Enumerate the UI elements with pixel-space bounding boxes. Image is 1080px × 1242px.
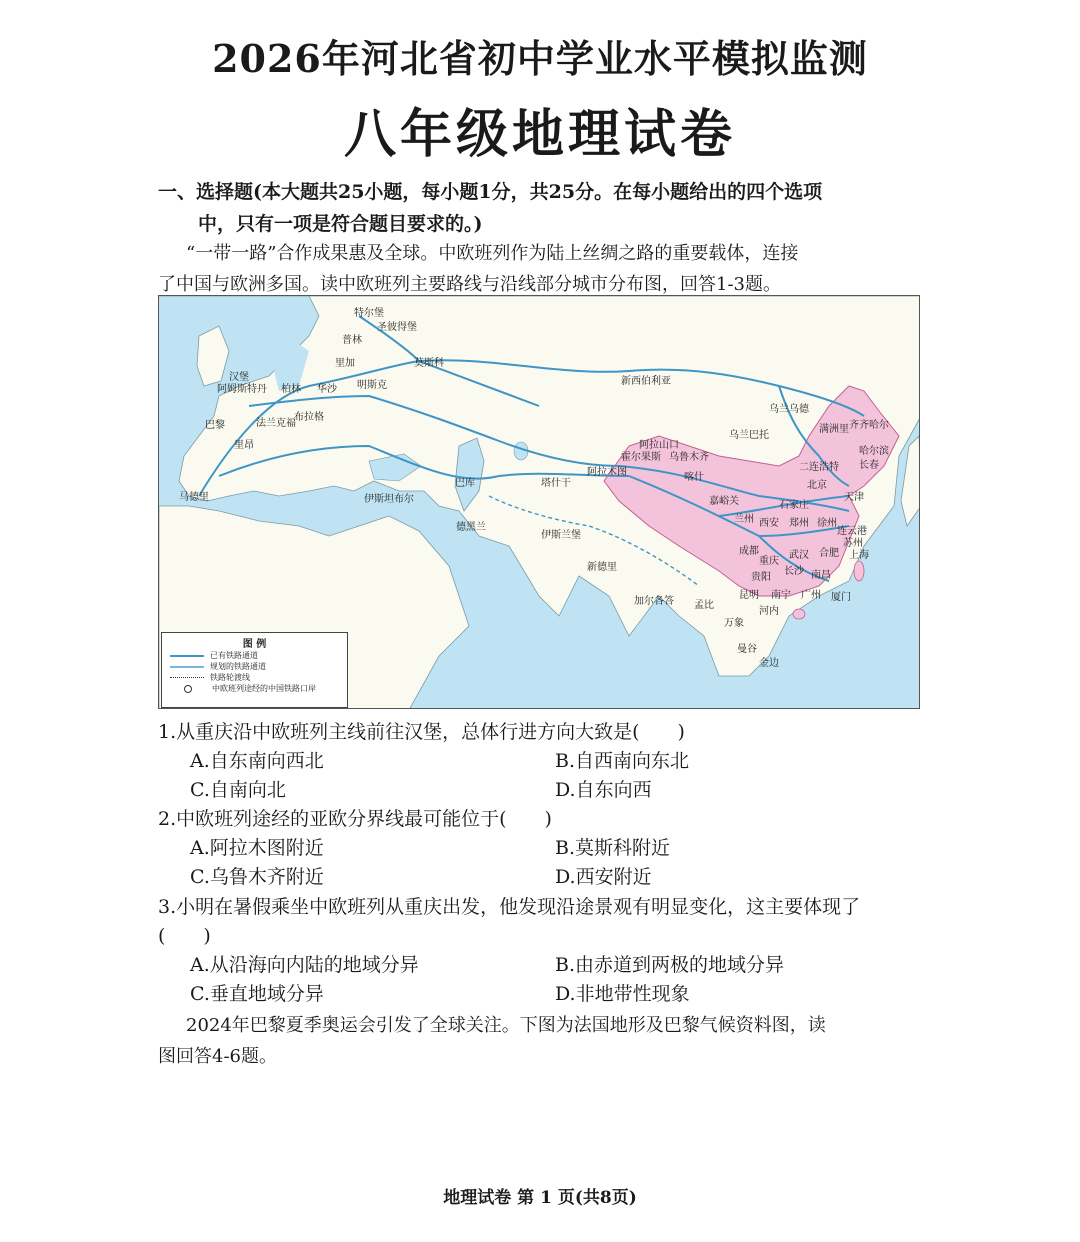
legend-swatch-existing xyxy=(170,655,204,657)
question-2-stem: 2.中欧班列途经的亚欧分界线最可能位于( ) xyxy=(158,808,552,830)
city-label: 汉堡 xyxy=(229,372,249,383)
section-heading xyxy=(158,176,918,240)
question-3-option-a: A.从沿海向内陆的地域分异 xyxy=(190,954,419,976)
city-label: 金边 xyxy=(759,658,779,669)
city-label: 北京 xyxy=(807,480,827,491)
question-3-stem: 3.小明在暑假乘坐中欧班列从重庆出发，他发现沿途景观有明显变化，这主要体现了 xyxy=(158,896,861,918)
city-label: 石家庄 xyxy=(779,500,809,511)
legend-label: 规划的铁路通道 xyxy=(210,662,266,671)
city-label: 莫斯科 xyxy=(414,358,444,369)
city-label: 圣彼得堡 xyxy=(377,322,417,333)
question-2-option-c: C.乌鲁木齐附近 xyxy=(190,866,324,888)
city-label: 连云港 xyxy=(837,526,867,537)
city-label: 乌鲁木齐 xyxy=(669,452,709,463)
passage-paris-line2: 图回答4-6题。 xyxy=(158,1046,277,1067)
city-label: 乌兰乌德 xyxy=(769,404,809,415)
question-1-option-a: A.自东南向西北 xyxy=(190,750,324,772)
map-legend xyxy=(161,632,348,708)
city-label: 明斯克 xyxy=(357,380,387,391)
city-label: 成都 xyxy=(739,546,759,557)
city-label: 喀什 xyxy=(684,472,704,483)
city-label: 西安 xyxy=(759,518,779,529)
city-label: 南宁 xyxy=(771,590,791,601)
hainan-island xyxy=(793,609,805,619)
city-label: 阿拉木图 xyxy=(587,467,627,478)
legend-item xyxy=(162,650,347,661)
city-label: 霍尔果斯 xyxy=(621,452,661,463)
question-3-option-d: D.非地带性现象 xyxy=(555,983,690,1005)
legend-swatch-planned xyxy=(170,666,204,668)
city-label: 贵阳 xyxy=(751,572,771,583)
city-label: 普林 xyxy=(342,335,362,346)
city-label: 兰州 xyxy=(734,514,754,525)
city-label: 武汉 xyxy=(789,550,809,561)
passage-intro-line2: 了中国与欧洲多国。读中欧班列主要路线与沿线部分城市分布图，回答1-3题。 xyxy=(158,274,781,295)
city-label: 里加 xyxy=(335,358,355,369)
city-label: 合肥 xyxy=(819,548,839,559)
city-label: 柏林 xyxy=(281,384,301,395)
city-label: 郑州 xyxy=(789,518,809,529)
city-label: 法兰克福 xyxy=(256,418,296,429)
city-label: 德黑兰 xyxy=(456,522,486,533)
city-label: 马德里 xyxy=(179,492,209,503)
city-label: 华沙 xyxy=(317,384,337,395)
city-label: 河内 xyxy=(759,606,779,617)
page-footer: 地理试卷 第 1 页(共8页) xyxy=(443,1188,637,1208)
city-label: 新德里 xyxy=(587,562,617,573)
section-heading-line2: 中，只有一项是符合题目要求的。) xyxy=(198,213,483,235)
city-label: 哈尔滨 xyxy=(859,446,889,457)
city-label: 上海 xyxy=(849,550,869,561)
city-label: 嘉峪关 xyxy=(709,496,739,507)
legend-item xyxy=(162,672,347,683)
city-label: 塔什干 xyxy=(541,478,571,489)
city-label: 南昌 xyxy=(811,570,831,581)
city-label: 长沙 xyxy=(784,566,804,577)
city-label: 布拉格 xyxy=(294,412,324,423)
city-label: 新西伯利亚 xyxy=(621,376,671,387)
city-label: 徐州 xyxy=(817,518,837,529)
city-label: 满洲里 xyxy=(819,424,849,435)
city-label: 伊斯坦布尔 xyxy=(364,494,414,505)
question-3-stem-cont: ( ) xyxy=(158,925,211,947)
japan-islands xyxy=(901,436,920,526)
legend-label: 已有铁路通道 xyxy=(210,651,258,660)
question-1-option-d: D.自东向西 xyxy=(555,779,652,801)
city-label: 孟比 xyxy=(694,600,714,611)
legend-label: 铁路轮渡线 xyxy=(210,673,250,682)
legend-title: 图 例 xyxy=(242,639,267,650)
passage-intro xyxy=(158,238,918,300)
city-label: 万象 xyxy=(724,618,744,629)
legend-item xyxy=(162,661,347,672)
city-label: 广州 xyxy=(801,590,821,601)
city-label: 阿拉山口 xyxy=(639,440,679,451)
railway-map xyxy=(158,295,920,709)
passage-paris-line1: 2024年巴黎夏季奥运会引发了全球关注。下图为法国地形及巴黎气候资料图，读 xyxy=(186,1015,826,1036)
exam-title: 2026年河北省初中学业水平模拟监测 xyxy=(212,36,868,81)
city-label: 曼谷 xyxy=(737,644,757,655)
city-label: 长春 xyxy=(859,460,879,471)
question-2-option-d: D.西安附近 xyxy=(555,866,652,888)
exam-subtitle: 八年级地理试卷 xyxy=(343,104,736,165)
city-label: 伊斯兰堡 xyxy=(541,530,581,541)
city-label: 二连浩特 xyxy=(799,462,839,473)
city-label: 特尔堡 xyxy=(354,308,384,319)
city-label: 巴库 xyxy=(455,478,475,489)
city-label: 里昂 xyxy=(234,440,254,451)
legend-item xyxy=(162,683,347,694)
city-label: 厦门 xyxy=(831,592,851,603)
question-2-option-b: B.莫斯科附近 xyxy=(555,837,671,859)
city-label: 天津 xyxy=(844,492,864,503)
british-isles xyxy=(197,326,229,386)
city-label: 齐齐哈尔 xyxy=(849,420,889,431)
city-label: 加尔各答 xyxy=(634,596,674,607)
city-label: 重庆 xyxy=(759,556,779,567)
legend-label: 中欧班列途经的中国铁路口岸 xyxy=(212,684,316,693)
question-3-option-c: C.垂直地域分异 xyxy=(190,983,324,1005)
city-label: 阿姆斯特丹 xyxy=(217,384,267,395)
legend-swatch-port xyxy=(184,685,192,693)
city-label: 苏州 xyxy=(843,538,863,549)
city-label: 巴黎 xyxy=(205,420,225,431)
legend-swatch-ferry xyxy=(170,677,204,678)
question-1-option-b: B.自西南向东北 xyxy=(555,750,690,772)
taiwan-island xyxy=(854,561,864,581)
question-1-option-c: C.自南向北 xyxy=(190,779,286,801)
section-heading-line1: 一、选择题(本大题共25小题，每小题1分，共25分。在每小题给出的四个选项 xyxy=(158,181,823,203)
passage-paris xyxy=(158,1010,918,1072)
city-label: 昆明 xyxy=(739,590,759,601)
question-1-stem: 1.从重庆沿中欧班列主线前往汉堡，总体行进方向大致是( ) xyxy=(158,721,685,743)
question-3-option-b: B.由赤道到两极的地域分异 xyxy=(555,954,785,976)
city-label: 乌兰巴托 xyxy=(729,430,769,441)
question-2-option-a: A.阿拉木图附近 xyxy=(190,837,324,859)
passage-intro-line1: “一带一路”合作成果惠及全球。中欧班列作为陆上丝绸之路的重要载体，连接 xyxy=(186,243,799,264)
